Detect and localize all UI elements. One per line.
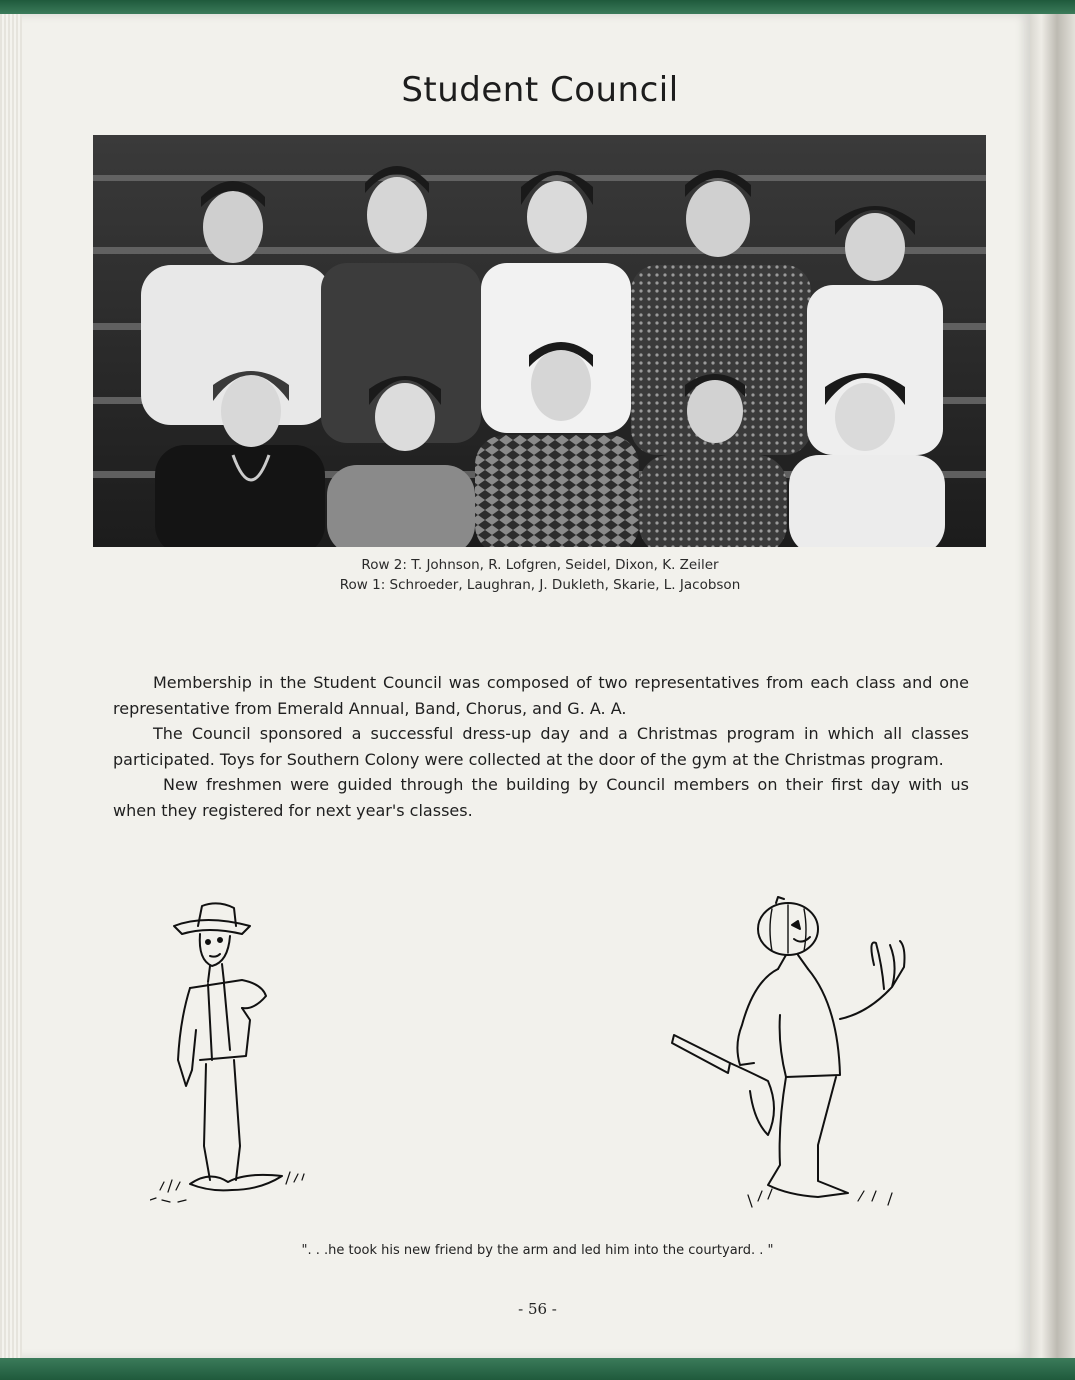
photo-caption-row-2: Row 2: T. Johnson, R. Lofgren, Seidel, Dixon, K. Zeiler xyxy=(361,557,719,573)
pumpkin-head-figure-drawing xyxy=(668,895,918,1220)
photo-caption-row-1: Row 1: Schroeder, Laughran, J. Dukleth, Skarie, L. Jacobson xyxy=(339,577,741,593)
book-cover-bottom-edge xyxy=(0,1358,1075,1380)
paragraph-christmas-program: The Council sponsored a successful dress-up day and a Christmas program in which all classes participated. Toys for Southern Colony were collected at the door of the gym at the Christmas program. xyxy=(113,724,969,769)
book-spine-edge xyxy=(1030,14,1075,1358)
page-stack-edge xyxy=(0,14,22,1358)
paragraph-membership: Membership in the Student Council was composed of two representatives from each class and one representative from Emerald Annual, Band, Chorus, and G. A. A. xyxy=(113,673,969,718)
body-text xyxy=(113,670,969,823)
page-title: Student Council xyxy=(401,70,679,110)
scarecrow-figure-drawing xyxy=(150,900,310,1210)
group-photo xyxy=(93,135,986,547)
page-number: - 56 - xyxy=(518,1300,557,1318)
illustration-quote: ". . .he took his new friend by the arm and led him into the courtyard. . " xyxy=(301,1243,774,1258)
paragraph-freshmen: New freshmen were guided through the building by Council members on their first day with us when they registered for next year's classes. xyxy=(113,775,969,820)
book-cover-top-edge xyxy=(0,0,1075,14)
